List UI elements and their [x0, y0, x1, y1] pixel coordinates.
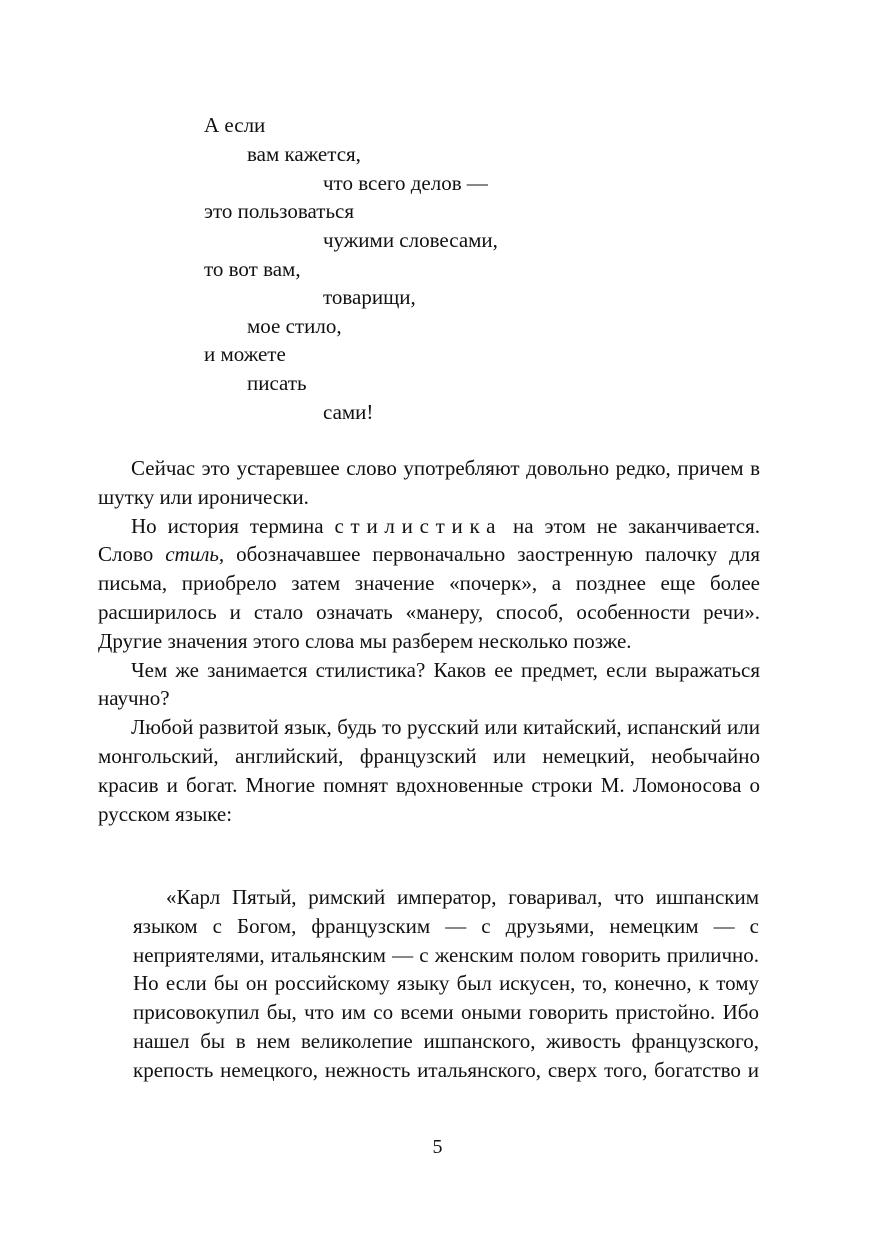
italic-term: стиль,	[165, 542, 225, 567]
paragraph: Любой развитой язык, будь то русский или китайский, испанский или монгольский, английский, французский или немецкий, необычайно красив и богат. Многие помнят вдохновенные строки М. Ломоносова о русском языке:	[98, 715, 760, 826]
poem-line: писать	[247, 371, 307, 395]
poem-line: сами!	[323, 400, 374, 424]
poem-line: вам кажется,	[247, 142, 361, 166]
paragraph	[98, 512, 760, 656]
poem-line: что всего делов —	[323, 171, 488, 195]
spaced-term: стилистика	[334, 513, 503, 538]
poem-line: это пользоваться	[204, 199, 355, 223]
body-text	[98, 454, 760, 828]
poem-line: А если	[204, 113, 266, 137]
poem-line: товарищи,	[323, 285, 416, 309]
poem-line: то вот вам,	[204, 257, 301, 281]
quote-text: «Карл Пятый, римский император, говаривал, что ишпанским языком с Богом, французским — с друзьями, немецким — с неприятелями, итальянским — с женским полом говорить прилично. Но если бы он российскому языку был искусен, то, конечно, к тому присовокупил бы, что им со всеми оными говорить пристойно. Ибо нашел бы в нем великолепие ишпанского, живость французского, крепость немецкого, нежность итальянского, сверх того, богатство и	[133, 885, 759, 1082]
text-run: Но история термина	[131, 513, 335, 538]
poem-line: мое стило,	[247, 314, 342, 338]
block-quote	[133, 883, 759, 1085]
poem-line: и можете	[204, 342, 286, 366]
paragraph: Сейчас это устаревшее слово употребляют довольно редко, причем в шутку или иронически.	[98, 456, 760, 509]
text-run: обозначавшее первоначально заостренную палочку для письма, приобрело затем значение «почерк», а позднее еще более расширилось и стало означать «манеру, способ, особенности речи». Другие значения этого слова мы разберем несколько позже.	[98, 542, 760, 653]
page-number: 5	[432, 1136, 443, 1158]
paragraph: Чем же занимается стилистика? Каков ее предмет, если выражаться научно?	[98, 657, 760, 711]
text-run: на этом не заканчивается. Слово	[98, 513, 760, 567]
poem-line: чужими словесами,	[323, 228, 498, 252]
